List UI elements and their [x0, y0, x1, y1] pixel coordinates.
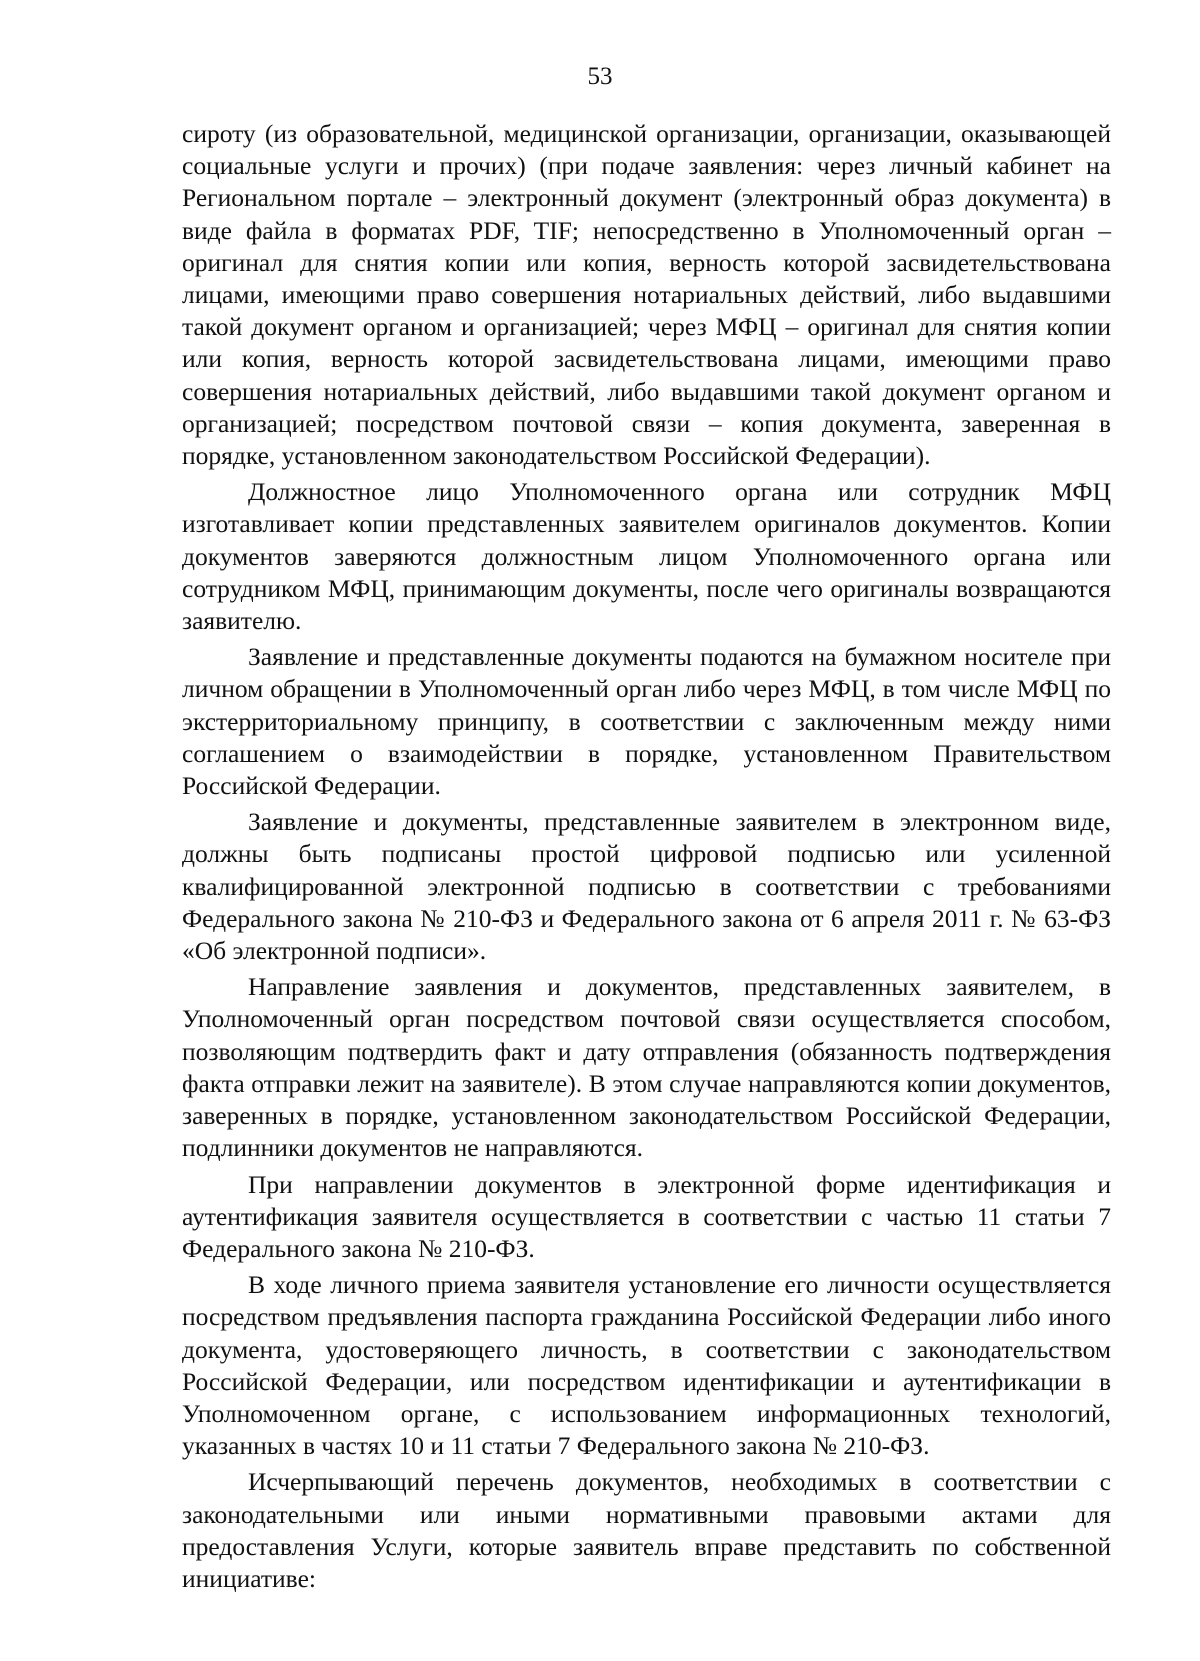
paragraph-personal-reception: В ходе личного приема заявителя установление его личности осуществляется посредством предъявления паспорта гражданина Российской Федерации либо иного документа, удостоверяющего личность, в соответствии с законодательством Российской Федерации, или посредством идентификации и аутентификации в Уполномоченном органе, с использованием информационных технологий, указанных в частях 10 и 11 статьи 7 Федерального закона № 210-ФЗ.: [182, 1270, 1111, 1461]
paragraph-document-list: Исчерпывающий перечень документов, необходимых в соответствии с законодательными или иными нормативными правовыми актами для предоставления Услуги, которые заявитель вправе представить по собственной инициативе:: [182, 1467, 1111, 1593]
paragraph-electronic-signature: Заявление и документы, представленные заявителем в электронном виде, должны быть подписаны простой цифровой подписью или усиленной квалифицированной электронной подписью в соответствии с требованиями Федерального закона № 210-ФЗ и Федерального закона от 6 апреля 2011 г. № 63-ФЗ «Об электронной подписи».: [182, 807, 1111, 966]
paragraph-continuation: сироту (из образовательной, медицинской организации, организации, оказывающей социальные услуги и прочих) (при подаче заявления: через личный кабинет на Региональном портале – электронный документ (электронный образ документа) в виде файла в форматах PDF, TIF; непосредственно в Уполномоченный орган – оригинал для снятия копии или копия, верность которой засвидетельствована лицами, имеющими право совершения нотариальных действий, либо выдавшими такой документ органом и организацией; через МФЦ – оригинал для снятия копии или копия, верность которой засвидетельствована лицами, имеющими право совершения нотариальных действий, либо выдавшими такой документ органом и организацией; посредством почтовой связи – копия документа, заверенная в порядке, установленном законодательством Российской Федерации).: [182, 119, 1111, 471]
document-body: [182, 118, 1111, 1595]
paragraph-paper-submission: Заявление и представленные документы подаются на бумажном носителе при личном обращении в Уполномоченный орган либо через МФЦ, в том числе МФЦ по экстерриториальному принципу, в соответствии с заключенным между ними соглашением о взаимодействии в порядке, установленном Правительством Российской Федерации.: [182, 642, 1111, 801]
paragraph-postal-submission: Направление заявления и документов, представленных заявителем, в Уполномоченный орган посредством почтовой связи осуществляется способом, позволяющим подтвердить факт и дату отправления (обязанность подтверждения факта отправки лежит на заявителе). В этом случае направляются копии документов, заверенных в порядке, установленном законодательством Российской Федерации, подлинники документов не направляются.: [182, 972, 1111, 1163]
paragraph-authentication: При направлении документов в электронной форме идентификация и аутентификация заявителя осуществляется в соответствии с частью 11 статьи 7 Федерального закона № 210-ФЗ.: [182, 1169, 1111, 1263]
paragraph-copies: Должностное лицо Уполномоченного органа или сотрудник МФЦ изготавливает копии представленных заявителем оригиналов документов. Копии документов заверяются должностным лицом Уполномоченного органа или сотрудником МФЦ, принимающим документы, после чего оригиналы возвращаются заявителю.: [182, 477, 1111, 636]
page-number: 53: [587, 63, 613, 90]
